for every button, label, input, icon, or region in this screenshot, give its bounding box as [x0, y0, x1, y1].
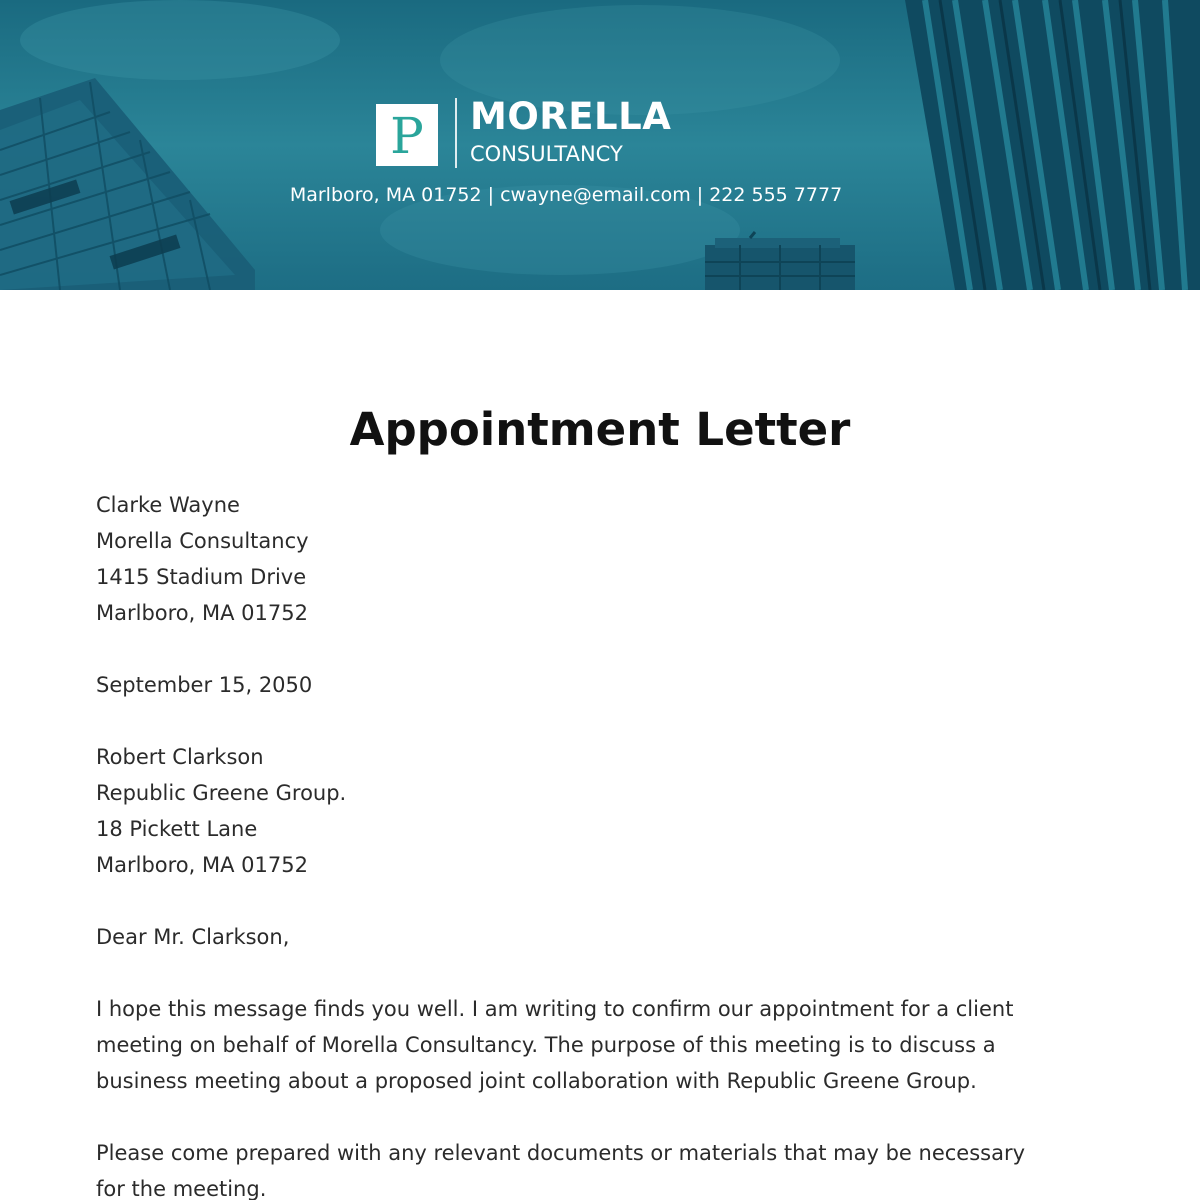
recipient-city: Marlboro, MA 01752 — [96, 853, 308, 877]
brand-subtitle: CONSULTANCY — [470, 142, 623, 166]
letterhead-banner — [0, 0, 1200, 290]
salutation: Dear Mr. Clarkson, — [96, 925, 290, 949]
logo-divider — [455, 98, 457, 168]
recipient-company: Republic Greene Group. — [96, 781, 347, 805]
page-title: Appointment Letter — [349, 403, 851, 456]
sender-company: Morella Consultancy — [96, 529, 309, 553]
brand-name: MORELLA — [470, 95, 672, 138]
sender-street: 1415 Stadium Drive — [96, 565, 307, 589]
paragraph-line: business meeting about a proposed joint collaboration with Republic Greene Group. — [96, 1069, 977, 1093]
recipient-street: 18 Pickett Lane — [96, 817, 258, 841]
paragraph-line: meeting on behalf of Morella Consultancy. The purpose of this meeting is to discuss a — [96, 1033, 996, 1057]
sender-name: Clarke Wayne — [96, 493, 240, 517]
body-paragraph — [96, 1135, 1106, 1200]
recipient-address-block — [96, 739, 1106, 883]
recipient-name: Robert Clarkson — [96, 745, 264, 769]
sender-address-block — [96, 487, 1106, 631]
body-paragraph — [96, 991, 1106, 1099]
paragraph-line: for the meeting. — [96, 1177, 267, 1200]
letter-body — [96, 487, 1106, 1200]
sender-city: Marlboro, MA 01752 — [96, 601, 308, 625]
paragraph-line: I hope this message finds you well. I am writing to confirm our appointment for a client — [96, 997, 1014, 1021]
contact-line: Marlboro, MA 01752 | cwayne@email.com | 222 555 7777 — [289, 184, 843, 206]
letter-date: September 15, 2050 — [96, 673, 313, 697]
paragraph-line: Please come prepared with any relevant documents or materials that may be necessary — [96, 1141, 1026, 1165]
logo-letter: P — [390, 107, 424, 165]
company-logo — [376, 104, 438, 166]
